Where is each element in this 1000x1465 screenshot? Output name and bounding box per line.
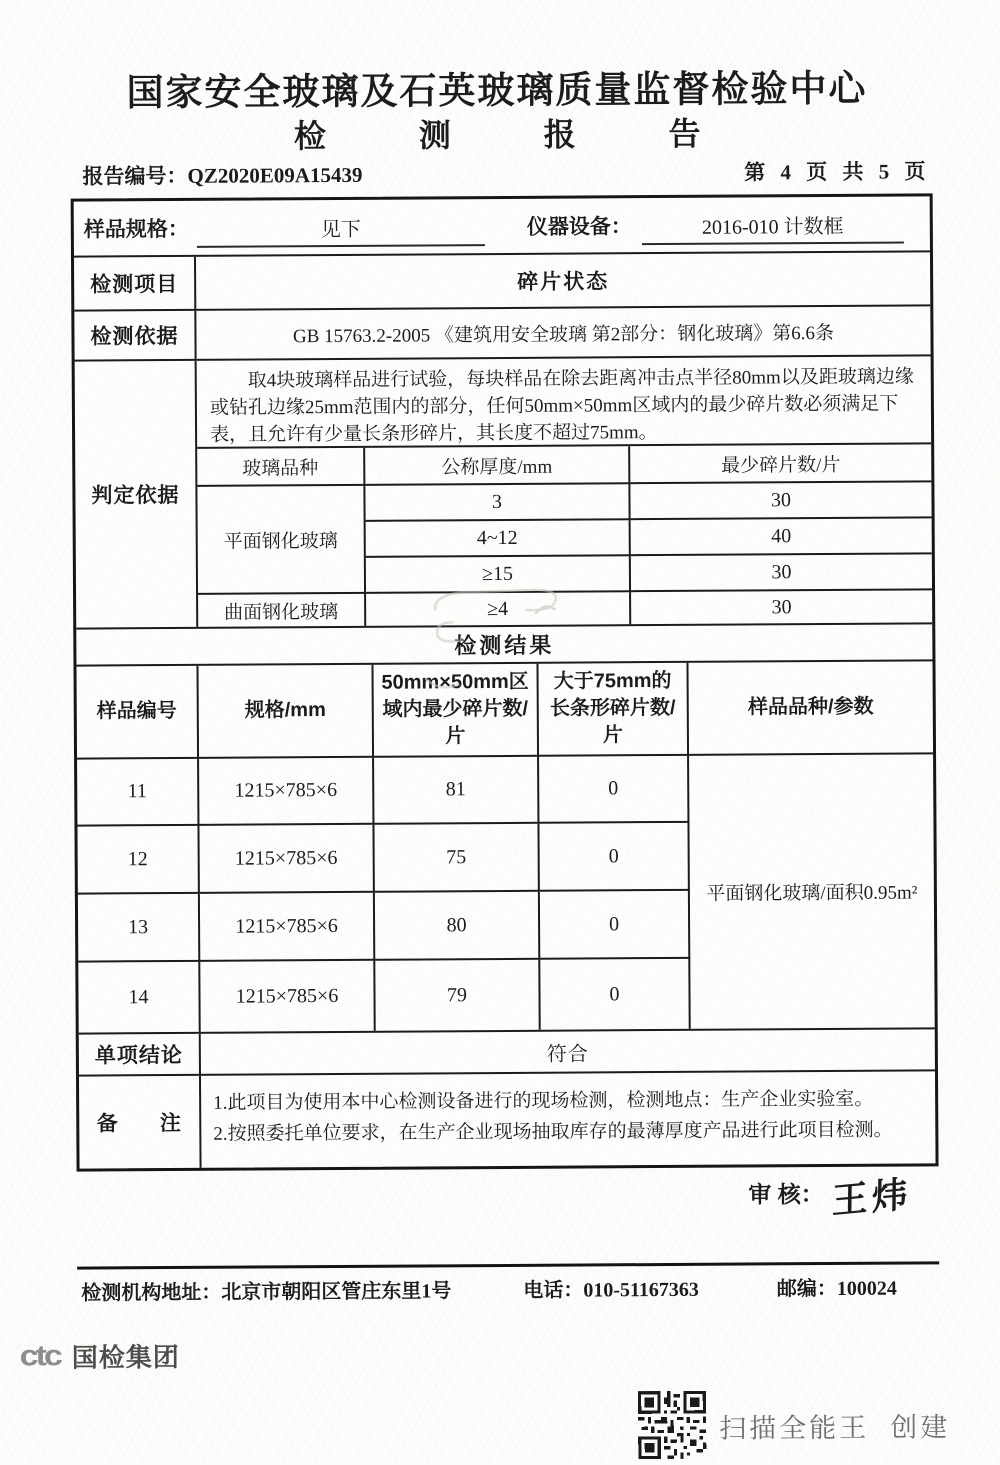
strip-fragment-count: 0 bbox=[539, 756, 689, 824]
agency-address: 检测机构地址：北京市朝阳区管庄东里1号 bbox=[81, 1280, 452, 1305]
instrument-value: 2016-010 计数框 bbox=[642, 210, 904, 246]
min-fragment-count: 79 bbox=[375, 960, 540, 1031]
document-title: 检 测 报 告 bbox=[293, 115, 743, 155]
report-number: 报告编号：QZ2020E09A15439 bbox=[82, 162, 363, 189]
judgement-basis-content bbox=[197, 356, 933, 626]
strip-fragment-count: 0 bbox=[540, 959, 690, 1030]
results-table bbox=[76, 661, 934, 1034]
specs-row bbox=[74, 196, 930, 257]
col-header-thickness: 公称厚度/mm bbox=[365, 446, 630, 486]
min-count-cell: 40 bbox=[631, 518, 932, 556]
test-basis-value: GB 15763.2-2005 《建筑用安全玻璃 第2部分：钢化玻璃》第6.6条 bbox=[292, 322, 835, 347]
col-header-glass-type: 玻璃品种 bbox=[197, 448, 365, 487]
sample-id: 12 bbox=[77, 826, 199, 895]
col-header-min-count: 最少碎片数/片 bbox=[630, 444, 931, 484]
col-header-sample-id: 样品编号 bbox=[76, 666, 199, 760]
sample-spec: 1215×785×6 bbox=[200, 893, 375, 962]
agency-phone: 电话：010-51167363 bbox=[523, 1278, 699, 1302]
ctc-logo bbox=[20, 1336, 180, 1376]
judgement-criteria-table bbox=[197, 444, 932, 626]
min-fragment-count: 75 bbox=[374, 824, 539, 893]
results-banner: 检测结果 bbox=[454, 632, 555, 659]
test-basis-label: 检测依据 bbox=[74, 311, 196, 360]
instrument-label: 仪器设备： bbox=[526, 215, 632, 239]
thickness-cell: ≥4 bbox=[366, 592, 631, 626]
thickness-cell: 4~12 bbox=[366, 520, 631, 558]
reviewer-label: 审 核： bbox=[748, 1181, 824, 1208]
sample-id: 11 bbox=[77, 759, 199, 827]
sample-id: 14 bbox=[78, 962, 200, 1033]
col-header-min-fragments: 50mm×50mm区域内最少碎片数/片 bbox=[373, 664, 539, 758]
page-number: 第 4 页 共 5 页 bbox=[744, 159, 931, 185]
min-count-cell: 30 bbox=[630, 482, 931, 520]
scanner-watermark: 扫描全能王 创建 bbox=[719, 1412, 951, 1444]
sample-spec: 1215×785×6 bbox=[200, 961, 375, 1032]
col-header-strip-fragments: 大于75mm的长条形碎片数/片 bbox=[538, 663, 689, 757]
ctc-logo-text: 国检集团 bbox=[71, 1341, 180, 1373]
ctc-logo-mark: ctc bbox=[19, 1339, 60, 1373]
qr-code bbox=[637, 1391, 707, 1459]
thickness-cell: 3 bbox=[365, 484, 630, 522]
results-banner-row bbox=[76, 624, 932, 666]
approval-block bbox=[748, 1175, 912, 1221]
judgement-basis-label: 判定依据 bbox=[75, 361, 199, 628]
report-table bbox=[71, 193, 939, 1171]
remark-line-1: 1.此项目为使用本中心检测设备进行的现场检测，检测地点：生产企业实验室。 bbox=[213, 1088, 874, 1114]
sample-spec: 1215×785×6 bbox=[199, 758, 374, 826]
min-fragment-count: 81 bbox=[374, 757, 539, 825]
test-item-value: 碎片状态 bbox=[517, 269, 610, 294]
col-header-sample-kind: 样品品种/参数 bbox=[688, 661, 933, 755]
center-name: 国家安全玻璃及石英玻璃质量监督检验中心 bbox=[126, 67, 868, 114]
test-basis-row bbox=[74, 306, 930, 361]
test-item-label: 检测项目 bbox=[74, 257, 196, 310]
report-meta-row bbox=[82, 155, 930, 190]
curved-glass-label: 曲面钢化玻璃 bbox=[198, 594, 366, 627]
agency-postcode: 邮编：100024 bbox=[776, 1277, 897, 1301]
conclusion-label: 单项结论 bbox=[79, 1034, 201, 1075]
col-header-spec: 规格/mm bbox=[198, 665, 374, 759]
strip-fragment-count: 0 bbox=[539, 823, 689, 892]
min-fragment-count: 80 bbox=[375, 892, 540, 961]
conclusion-value: 符合 bbox=[546, 1042, 589, 1066]
thickness-cell: ≥15 bbox=[366, 556, 631, 594]
spec-value: 见下 bbox=[197, 212, 485, 248]
remarks-label: 备 注 bbox=[79, 1076, 202, 1169]
strip-fragment-count: 0 bbox=[540, 891, 690, 960]
remark-line-2: 2.按照委托单位要求，在生产企业现场抽取库存的最薄厚度产品进行此项目检测。 bbox=[213, 1119, 893, 1145]
judgement-paragraph: 取4块玻璃样品进行试验，每块样品在除去距离冲击点半径80mm以及距玻璃边缘或钻孔边缘25mm范围内的部分，任何50mm×50mm区域内的最少碎片数必须满足下表，且允许有少量长条形碎片，其长度不超过75mm。 bbox=[197, 356, 932, 448]
flat-glass-label: 平面钢化玻璃 bbox=[197, 486, 366, 595]
judgement-basis-row bbox=[75, 356, 933, 629]
min-count-cell: 30 bbox=[771, 595, 792, 618]
remarks-row bbox=[79, 1071, 936, 1168]
sample-id: 13 bbox=[78, 894, 200, 963]
sample-spec: 1215×785×6 bbox=[199, 825, 374, 894]
conclusion-row bbox=[79, 1029, 935, 1076]
min-count-cell: 30 bbox=[631, 554, 932, 592]
spec-label: 样品规格： bbox=[83, 217, 189, 242]
remarks-content bbox=[201, 1071, 936, 1167]
test-item-row bbox=[74, 252, 930, 311]
sample-kind-value: 平面钢化玻璃/面积0.95m² bbox=[706, 882, 918, 905]
footer-contact-bar bbox=[77, 1261, 939, 1305]
reviewer-signature: 王炜 bbox=[831, 1173, 912, 1222]
